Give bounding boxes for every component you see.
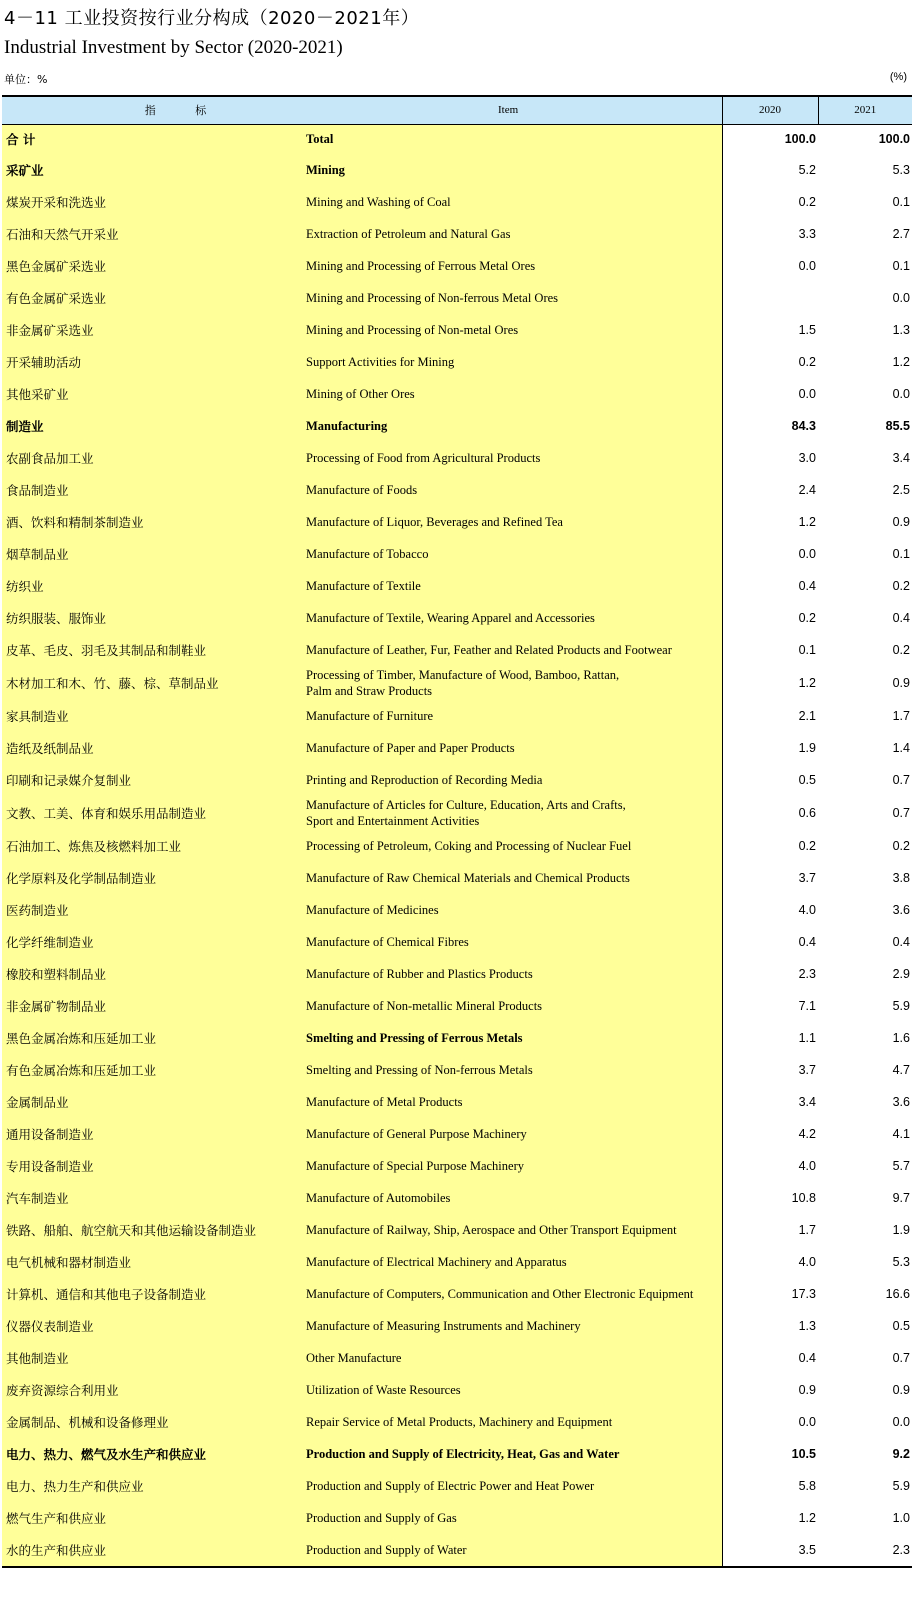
- value-2021: 0.0: [818, 282, 912, 314]
- table-row: [2, 186, 912, 218]
- value-2021: 3.8: [818, 862, 912, 894]
- table-row: [2, 474, 912, 506]
- page-title-en: Industrial Investment by Sector (2020-2021): [4, 37, 343, 58]
- value-2021: 0.4: [818, 926, 912, 958]
- table-row: [2, 990, 912, 1022]
- sector-name-en: Smelting and Pressing of Ferrous Metals: [298, 1022, 722, 1054]
- value-2020: 3.0: [722, 442, 818, 474]
- sector-name-cn: 食品制造业: [2, 474, 298, 506]
- sector-name-cn: 开采辅助活动: [2, 346, 298, 378]
- sector-name-en: Smelting and Pressing of Non-ferrous Metals: [298, 1054, 722, 1086]
- table-row: [2, 1054, 912, 1086]
- column-header-item: Item: [298, 96, 722, 124]
- table-row: [2, 926, 912, 958]
- sector-name-en: Manufacture of Liquor, Beverages and Refined Tea: [298, 506, 722, 538]
- sector-name-en: Manufacture of Metal Products: [298, 1086, 722, 1118]
- table-row: [2, 1502, 912, 1534]
- sector-name-cn: 专用设备制造业: [2, 1150, 298, 1182]
- value-2021: 0.1: [818, 186, 912, 218]
- sector-name-cn: 汽车制造业: [2, 1182, 298, 1214]
- sector-name-cn: 化学原料及化学制品制造业: [2, 862, 298, 894]
- sector-name-cn: 金属制品、机械和设备修理业: [2, 1406, 298, 1438]
- value-2020: 1.2: [722, 1502, 818, 1534]
- sector-name-cn: 黑色金属冶炼和压延加工业: [2, 1022, 298, 1054]
- value-2020: 1.3: [722, 1310, 818, 1342]
- value-2021: 0.2: [818, 570, 912, 602]
- value-2020: [722, 282, 818, 314]
- value-2021: 100.0: [818, 124, 912, 154]
- value-2021: 3.4: [818, 442, 912, 474]
- table-row: [2, 218, 912, 250]
- investment-table-container: [2, 95, 912, 1568]
- value-2021: 1.7: [818, 700, 912, 732]
- table-row: [2, 1150, 912, 1182]
- value-2020: 4.0: [722, 1246, 818, 1278]
- sector-name-en: Manufacturing: [298, 410, 722, 442]
- value-2021: 0.9: [818, 666, 912, 700]
- table-row: [2, 796, 912, 830]
- sector-name-en: Manufacture of Textile: [298, 570, 722, 602]
- sector-name-cn: 其他制造业: [2, 1342, 298, 1374]
- table-row: [2, 570, 912, 602]
- value-2021: 0.2: [818, 634, 912, 666]
- table-row: [2, 1278, 912, 1310]
- table-row: [2, 666, 912, 700]
- value-2020: 3.7: [722, 862, 818, 894]
- sector-name-cn: 水的生产和供应业: [2, 1534, 298, 1567]
- sector-name-en: Mining and Processing of Ferrous Metal Ores: [298, 250, 722, 282]
- value-2020: 0.0: [722, 538, 818, 570]
- value-2020: 1.5: [722, 314, 818, 346]
- sector-name-cn: 仪器仪表制造业: [2, 1310, 298, 1342]
- value-2020: 1.7: [722, 1214, 818, 1246]
- unit-label-cn: 单位：%: [4, 73, 48, 86]
- sector-name-cn: 电力、热力、燃气及水生产和供应业: [2, 1438, 298, 1470]
- value-2020: 0.2: [722, 602, 818, 634]
- sector-name-cn: 有色金属冶炼和压延加工业: [2, 1054, 298, 1086]
- value-2021: 1.2: [818, 346, 912, 378]
- table-row: [2, 314, 912, 346]
- value-2020: 4.0: [722, 894, 818, 926]
- sector-name-cn: 农副食品加工业: [2, 442, 298, 474]
- value-2021: 1.4: [818, 732, 912, 764]
- value-2020: 2.3: [722, 958, 818, 990]
- value-2020: 1.2: [722, 666, 818, 700]
- sector-name-en: Mining: [298, 154, 722, 186]
- value-2021: 0.4: [818, 602, 912, 634]
- sector-name-cn: 医药制造业: [2, 894, 298, 926]
- sector-name-en: Processing of Timber, Manufacture of Wood, Bamboo, Rattan, Palm and Straw Products: [298, 666, 722, 700]
- value-2021: 5.3: [818, 1246, 912, 1278]
- value-2020: 1.2: [722, 506, 818, 538]
- value-2020: 0.2: [722, 346, 818, 378]
- sector-name-en: Total: [298, 124, 722, 154]
- sector-name-en: Mining and Processing of Non-ferrous Metal Ores: [298, 282, 722, 314]
- sector-name-cn: 纺织服装、服饰业: [2, 602, 298, 634]
- value-2021: 1.0: [818, 1502, 912, 1534]
- sector-name-cn: 皮革、毛皮、羽毛及其制品和制鞋业: [2, 634, 298, 666]
- value-2020: 0.4: [722, 570, 818, 602]
- sector-name-cn: 计算机、通信和其他电子设备制造业: [2, 1278, 298, 1310]
- value-2021: 5.7: [818, 1150, 912, 1182]
- sector-name-cn: 铁路、船舶、航空航天和其他运输设备制造业: [2, 1214, 298, 1246]
- table-row: [2, 700, 912, 732]
- sector-name-cn: 印刷和记录媒介复制业: [2, 764, 298, 796]
- value-2020: 2.4: [722, 474, 818, 506]
- value-2020: 3.7: [722, 1054, 818, 1086]
- sector-name-en: Manufacture of Rubber and Plastics Products: [298, 958, 722, 990]
- sector-name-cn: 烟草制品业: [2, 538, 298, 570]
- value-2021: 0.9: [818, 506, 912, 538]
- table-row: [2, 378, 912, 410]
- value-2021: 3.6: [818, 894, 912, 926]
- value-2020: 4.0: [722, 1150, 818, 1182]
- value-2021: 5.9: [818, 1470, 912, 1502]
- value-2020: 0.4: [722, 926, 818, 958]
- value-2021: 2.3: [818, 1534, 912, 1567]
- sector-name-cn: 电力、热力生产和供应业: [2, 1470, 298, 1502]
- value-2020: 1.9: [722, 732, 818, 764]
- investment-table: [2, 95, 912, 1568]
- sector-name-en: Utilization of Waste Resources: [298, 1374, 722, 1406]
- sector-name-en: Manufacture of Raw Chemical Materials and Chemical Products: [298, 862, 722, 894]
- sector-name-en: Manufacture of Leather, Fur, Feather and Related Products and Footwear: [298, 634, 722, 666]
- sector-name-cn: 造纸及纸制品业: [2, 732, 298, 764]
- sector-name-cn: 黑色金属矿采选业: [2, 250, 298, 282]
- sector-name-en: Production and Supply of Electricity, Heat, Gas and Water: [298, 1438, 722, 1470]
- value-2020: 0.0: [722, 378, 818, 410]
- value-2021: 0.7: [818, 1342, 912, 1374]
- sector-name-en: Mining and Washing of Coal: [298, 186, 722, 218]
- sector-name-cn: 其他采矿业: [2, 378, 298, 410]
- value-2020: 5.8: [722, 1470, 818, 1502]
- sector-name-en: Manufacture of Chemical Fibres: [298, 926, 722, 958]
- sector-name-en: Extraction of Petroleum and Natural Gas: [298, 218, 722, 250]
- sector-name-cn: 石油和天然气开采业: [2, 218, 298, 250]
- value-2020: 0.9: [722, 1374, 818, 1406]
- sector-name-cn: 石油加工、炼焦及核燃料加工业: [2, 830, 298, 862]
- value-2021: 4.1: [818, 1118, 912, 1150]
- table-row: [2, 1470, 912, 1502]
- sector-name-cn: 采矿业: [2, 154, 298, 186]
- value-2020: 0.1: [722, 634, 818, 666]
- sector-name-en: Repair Service of Metal Products, Machinery and Equipment: [298, 1406, 722, 1438]
- sector-name-cn: 橡胶和塑料制品业: [2, 958, 298, 990]
- sector-name-cn: 非金属矿采选业: [2, 314, 298, 346]
- page-title-cn: 4－11 工业投资按行业分构成（2020－2021年）: [4, 8, 420, 29]
- sector-name-en: Production and Supply of Electric Power and Heat Power: [298, 1470, 722, 1502]
- value-2020: 10.5: [722, 1438, 818, 1470]
- table-row: [2, 764, 912, 796]
- sector-name-cn: 废弃资源综合利用业: [2, 1374, 298, 1406]
- sector-name-en: Mining and Processing of Non-metal Ores: [298, 314, 722, 346]
- value-2020: 3.3: [722, 218, 818, 250]
- sector-name-en: Processing of Petroleum, Coking and Processing of Nuclear Fuel: [298, 830, 722, 862]
- value-2021: 1.3: [818, 314, 912, 346]
- sector-name-en: Processing of Food from Agricultural Products: [298, 442, 722, 474]
- table-row: [2, 1182, 912, 1214]
- table-row: [2, 1374, 912, 1406]
- table-body: [2, 124, 912, 1567]
- sector-name-cn: 煤炭开采和洗选业: [2, 186, 298, 218]
- table-row: [2, 1406, 912, 1438]
- table-row: [2, 506, 912, 538]
- sector-name-en: Manufacture of Textile, Wearing Apparel and Accessories: [298, 602, 722, 634]
- value-2020: 0.0: [722, 250, 818, 282]
- value-2020: 7.1: [722, 990, 818, 1022]
- table-row: [2, 1086, 912, 1118]
- sector-name-en: Manufacture of Medicines: [298, 894, 722, 926]
- table-row: [2, 410, 912, 442]
- value-2021: 0.9: [818, 1374, 912, 1406]
- value-2021: 5.9: [818, 990, 912, 1022]
- sector-name-en: Manufacture of Railway, Ship, Aerospace and Other Transport Equipment: [298, 1214, 722, 1246]
- sector-name-en: Manufacture of Furniture: [298, 700, 722, 732]
- value-2021: 4.7: [818, 1054, 912, 1086]
- sector-name-cn: 非金属矿物制品业: [2, 990, 298, 1022]
- table-header: [2, 96, 912, 124]
- column-header-2021: 2021: [818, 96, 912, 124]
- table-row: [2, 958, 912, 990]
- sector-name-en: Manufacture of Articles for Culture, Education, Arts and Crafts, Sport and Entertainment Activities: [298, 796, 722, 830]
- sector-name-en: Manufacture of Foods: [298, 474, 722, 506]
- sector-name-en: Manufacture of Computers, Communication and Other Electronic Equipment: [298, 1278, 722, 1310]
- table-row: [2, 1342, 912, 1374]
- sector-name-cn: 文教、工美、体育和娱乐用品制造业: [2, 796, 298, 830]
- value-2021: 0.0: [818, 378, 912, 410]
- table-row: [2, 442, 912, 474]
- value-2020: 1.1: [722, 1022, 818, 1054]
- table-row: [2, 124, 912, 154]
- table-row: [2, 250, 912, 282]
- value-2021: 0.7: [818, 796, 912, 830]
- value-2020: 10.8: [722, 1182, 818, 1214]
- value-2020: 0.4: [722, 1342, 818, 1374]
- value-2021: 0.2: [818, 830, 912, 862]
- unit-label-en: (%): [889, 71, 907, 83]
- value-2020: 100.0: [722, 124, 818, 154]
- sector-name-cn: 酒、饮料和精制茶制造业: [2, 506, 298, 538]
- value-2020: 84.3: [722, 410, 818, 442]
- sector-name-en: Other Manufacture: [298, 1342, 722, 1374]
- sector-name-cn: 木材加工和木、竹、藤、棕、草制品业: [2, 666, 298, 700]
- table-row: [2, 830, 912, 862]
- value-2021: 3.6: [818, 1086, 912, 1118]
- table-row: [2, 1022, 912, 1054]
- sector-name-en: Manufacture of Measuring Instruments and Machinery: [298, 1310, 722, 1342]
- table-row: [2, 1246, 912, 1278]
- value-2021: 1.9: [818, 1214, 912, 1246]
- sector-name-cn: 纺织业: [2, 570, 298, 602]
- table-row: [2, 154, 912, 186]
- sector-name-en: Manufacture of Electrical Machinery and Apparatus: [298, 1246, 722, 1278]
- sector-name-cn: 电气机械和器材制造业: [2, 1246, 298, 1278]
- sector-name-cn: 金属制品业: [2, 1086, 298, 1118]
- value-2021: 5.3: [818, 154, 912, 186]
- sector-name-cn: 合 计: [2, 124, 298, 154]
- value-2020: 3.4: [722, 1086, 818, 1118]
- table-row: [2, 1310, 912, 1342]
- value-2020: 0.6: [722, 796, 818, 830]
- value-2020: 0.0: [722, 1406, 818, 1438]
- value-2021: 9.2: [818, 1438, 912, 1470]
- table-row: [2, 894, 912, 926]
- sector-name-cn: 化学纤维制造业: [2, 926, 298, 958]
- table-row: [2, 1214, 912, 1246]
- table-row: [2, 862, 912, 894]
- value-2021: 0.1: [818, 250, 912, 282]
- table-row: [2, 282, 912, 314]
- table-row: [2, 634, 912, 666]
- value-2020: 2.1: [722, 700, 818, 732]
- table-row: [2, 346, 912, 378]
- sector-name-cn: 燃气生产和供应业: [2, 1502, 298, 1534]
- table-row: [2, 602, 912, 634]
- value-2021: 0.7: [818, 764, 912, 796]
- table-row: [2, 1534, 912, 1567]
- sector-name-en: Manufacture of Tobacco: [298, 538, 722, 570]
- value-2020: 0.2: [722, 830, 818, 862]
- sector-name-en: Printing and Reproduction of Recording Media: [298, 764, 722, 796]
- value-2021: 2.7: [818, 218, 912, 250]
- table-row: [2, 732, 912, 764]
- column-header-2020: 2020: [722, 96, 818, 124]
- sector-name-en: Mining of Other Ores: [298, 378, 722, 410]
- value-2021: 0.5: [818, 1310, 912, 1342]
- sector-name-en: Production and Supply of Gas: [298, 1502, 722, 1534]
- sector-name-en: Manufacture of General Purpose Machinery: [298, 1118, 722, 1150]
- value-2021: 0.1: [818, 538, 912, 570]
- table-row: [2, 538, 912, 570]
- value-2020: 17.3: [722, 1278, 818, 1310]
- table-row: [2, 1118, 912, 1150]
- value-2020: 3.5: [722, 1534, 818, 1567]
- value-2020: 0.5: [722, 764, 818, 796]
- column-header-indicator: 指 标: [2, 96, 298, 124]
- value-2021: 0.0: [818, 1406, 912, 1438]
- value-2020: 0.2: [722, 186, 818, 218]
- sector-name-cn: 通用设备制造业: [2, 1118, 298, 1150]
- sector-name-en: Support Activities for Mining: [298, 346, 722, 378]
- sector-name-cn: 家具制造业: [2, 700, 298, 732]
- sector-name-en: Manufacture of Non-metallic Mineral Products: [298, 990, 722, 1022]
- value-2021: 9.7: [818, 1182, 912, 1214]
- value-2020: 4.2: [722, 1118, 818, 1150]
- sector-name-en: Manufacture of Automobiles: [298, 1182, 722, 1214]
- value-2021: 1.6: [818, 1022, 912, 1054]
- value-2021: 16.6: [818, 1278, 912, 1310]
- sector-name-cn: 制造业: [2, 410, 298, 442]
- sector-name-cn: 有色金属矿采选业: [2, 282, 298, 314]
- value-2021: 2.5: [818, 474, 912, 506]
- value-2020: 5.2: [722, 154, 818, 186]
- sector-name-en: Production and Supply of Water: [298, 1534, 722, 1567]
- sector-name-en: Manufacture of Paper and Paper Products: [298, 732, 722, 764]
- sector-name-en: Manufacture of Special Purpose Machinery: [298, 1150, 722, 1182]
- value-2021: 85.5: [818, 410, 912, 442]
- table-row: [2, 1438, 912, 1470]
- value-2021: 2.9: [818, 958, 912, 990]
- header-row: [2, 96, 912, 124]
